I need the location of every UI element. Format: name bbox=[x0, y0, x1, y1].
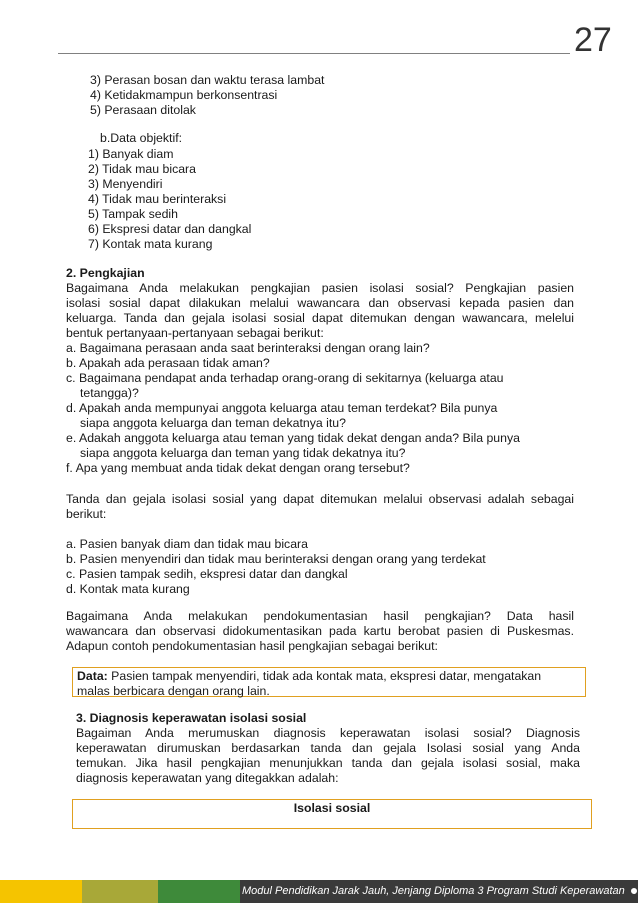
paragraph-line: Tanda dan gejala isolasi sosial yang dapat ditemukan melalui observasi adalah sebagai bbox=[66, 492, 574, 506]
bullet-icon bbox=[631, 888, 637, 894]
question-item: siapa anggota keluarga dan teman yang tidak dekatnya itu? bbox=[80, 446, 406, 460]
paragraph-line: Adapun contoh pendokumentasian hasil pengkajian sebagai berikut: bbox=[66, 639, 438, 653]
list-item: c. Pasien tampak sedih, ekspresi datar dan dangkal bbox=[66, 567, 348, 581]
paragraph-line: temukan. Jika hasil pengkajian menunjukkan tanda dan gejala isolasi sosial, maka bbox=[76, 756, 580, 770]
paragraph-line: bentuk pertanyaan-pertanyaan sebagai berikut: bbox=[66, 326, 324, 340]
question-item: c. Bagaimana pendapat anda terhadap orang-orang di sekitarnya (keluarga atau bbox=[66, 371, 504, 385]
footer-bar-olive bbox=[82, 880, 158, 903]
section-heading: 2. Pengkajian bbox=[66, 266, 145, 280]
paragraph-line: keperawatan dirumuskan berdasarkan tanda dan gejala Isolasi sosial yang Anda bbox=[76, 741, 580, 755]
list-item: d. Kontak mata kurang bbox=[66, 582, 190, 596]
section-diagnosis bbox=[76, 711, 580, 786]
paragraph-line: wawancara dan observasi didokumentasikan pada kartu berobat pasien di Puskesmas. bbox=[66, 624, 574, 638]
footer-label: Modul Pendidikan Jarak Jauh, Jenjang Diploma 3 Program Studi Keperawatan bbox=[242, 885, 625, 897]
list-item: 2) Tidak mau bicara bbox=[88, 162, 196, 176]
footer-bar-yellow bbox=[0, 880, 82, 903]
page-number: 27 bbox=[574, 21, 612, 59]
subjective-list bbox=[90, 73, 324, 118]
paragraph-line: Bagaimana Anda melakukan pengkajian pasien isolasi sosial? Pengkajian pasien bbox=[66, 281, 574, 295]
question-item: d. Apakah anda mempunyai anggota keluarga atau teman terdekat? Bila punya bbox=[66, 401, 498, 415]
list-item: a. Pasien banyak diam dan tidak mau bicara bbox=[66, 537, 308, 551]
list-item: 5) Perasaan ditolak bbox=[90, 103, 196, 117]
list-item: 7) Kontak mata kurang bbox=[88, 237, 213, 251]
list-item: 4) Tidak mau berinteraksi bbox=[88, 192, 227, 206]
data-label: Data: bbox=[77, 669, 108, 683]
question-item: siapa anggota keluarga dan teman dekatnya itu? bbox=[80, 416, 346, 430]
list-item: 5) Tampak sedih bbox=[88, 207, 178, 221]
footer-text bbox=[240, 880, 638, 903]
footer-bar-green bbox=[158, 880, 240, 903]
header-rule bbox=[58, 53, 570, 54]
objective-heading: b.Data objektif: bbox=[100, 131, 183, 145]
section-pengkajian bbox=[66, 266, 574, 476]
question-item: a. Bagaimana perasaan anda saat berinteraksi dengan orang lain? bbox=[66, 341, 430, 355]
data-text-line2: malas berbicara dengan orang lain. bbox=[77, 684, 270, 698]
data-text: Pasien tampak menyendiri, tidak ada kontak mata, ekspresi datar, mengatakan bbox=[107, 669, 542, 683]
list-item: 3) Perasan bosan dan waktu terasa lambat bbox=[90, 73, 325, 87]
question-item: tetangga)? bbox=[80, 386, 139, 400]
diagnosis-box bbox=[72, 799, 592, 829]
paragraph-line: keluarga. Tanda dan gejala isolasi sosial dapat ditemukan dengan wawancara, melelui bbox=[66, 311, 574, 325]
paragraph-line: Bagaimana Anda melakukan pendokumentasian hasil pengkajian? Data hasil bbox=[66, 609, 574, 623]
list-item: b. Pasien menyendiri dan tidak mau berinteraksi dengan orang yang terdekat bbox=[66, 552, 486, 566]
question-item: f. Apa yang membuat anda tidak dekat dengan orang tersebut? bbox=[66, 461, 410, 475]
question-item: e. Adakah anggota keluarga atau teman yang tidak dekat dengan anda? Bila punya bbox=[66, 431, 520, 445]
paragraph-line: berikut: bbox=[66, 507, 107, 521]
list-item: 6) Ekspresi datar dan dangkal bbox=[88, 222, 252, 236]
observation-list bbox=[66, 537, 486, 597]
observation-intro bbox=[66, 492, 574, 522]
section-heading: 3. Diagnosis keperawatan isolasi sosial bbox=[76, 711, 307, 725]
list-item: 1) Banyak diam bbox=[88, 147, 174, 161]
paragraph-line: isolasi sosial dapat dilakukan melalui wawancara dan observasi kepada pasien dan bbox=[66, 296, 574, 310]
list-item: 3) Menyendiri bbox=[88, 177, 163, 191]
paragraph-line: diagnosis keperawatan yang ditegakkan adalah: bbox=[76, 771, 339, 785]
data-box bbox=[72, 667, 586, 697]
objective-list bbox=[88, 147, 251, 252]
question-item: b. Apakah ada perasaan tidak aman? bbox=[66, 356, 270, 370]
list-item: 4) Ketidakmampun berkonsentrasi bbox=[90, 88, 278, 102]
paragraph-line: Bagaiman Anda merumuskan diagnosis keperawatan isolasi sosial? Diagnosis bbox=[76, 726, 580, 740]
documentation-paragraph bbox=[66, 609, 574, 654]
diagnosis-text: Isolasi sosial bbox=[293, 801, 371, 815]
